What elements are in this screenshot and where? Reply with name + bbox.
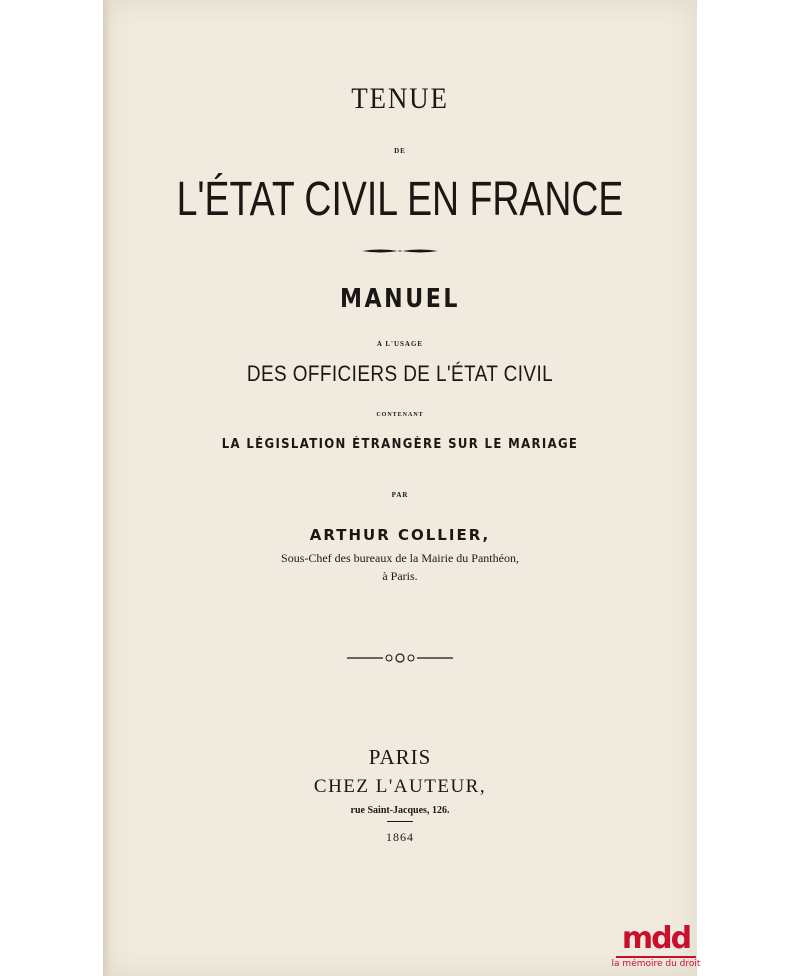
author-name: ARTHUR COLLIER, — [309, 526, 491, 544]
main-title: L'ÉTAT CIVIL EN FRANCE — [176, 173, 624, 226]
ornament-icon — [360, 246, 440, 256]
divider-dash — [387, 821, 413, 822]
ornamental-divider — [0, 651, 800, 669]
scroll-ornament-icon — [345, 652, 455, 664]
title-tenue: TENUE — [351, 82, 449, 115]
imprint-year: 1864 — [386, 830, 414, 844]
logo-tagline: la mémoire du droit — [611, 959, 701, 969]
mdd-logo-mark: mdd — [621, 921, 691, 956]
ornamental-rule — [0, 243, 800, 261]
imprint-city: PARIS — [368, 745, 432, 769]
text-a-usage: A L'USAGE — [376, 340, 424, 348]
subtitle-legislation: LA LÉGISLATION ÉTRANGÈRE SUR LE MARIAGE — [221, 437, 579, 452]
imprint-address: rue Saint-Jacques, 126. — [350, 805, 450, 816]
mdd-logo — [610, 922, 702, 976]
text-par: PAR — [391, 491, 409, 499]
text-contenant: CONTENANT — [376, 412, 424, 418]
subtitle-officiers: DES OFFICIERS DE L'ÉTAT CIVIL — [246, 361, 554, 386]
subtitle-manuel: MANUEL — [339, 284, 461, 314]
author-place: à Paris. — [382, 569, 418, 583]
title-de: DE — [394, 147, 406, 155]
author-role: Sous-Chef des bureaux de la Mairie du Panthéon, — [281, 551, 519, 565]
imprint-publisher: CHEZ L'AUTEUR, — [313, 776, 487, 797]
